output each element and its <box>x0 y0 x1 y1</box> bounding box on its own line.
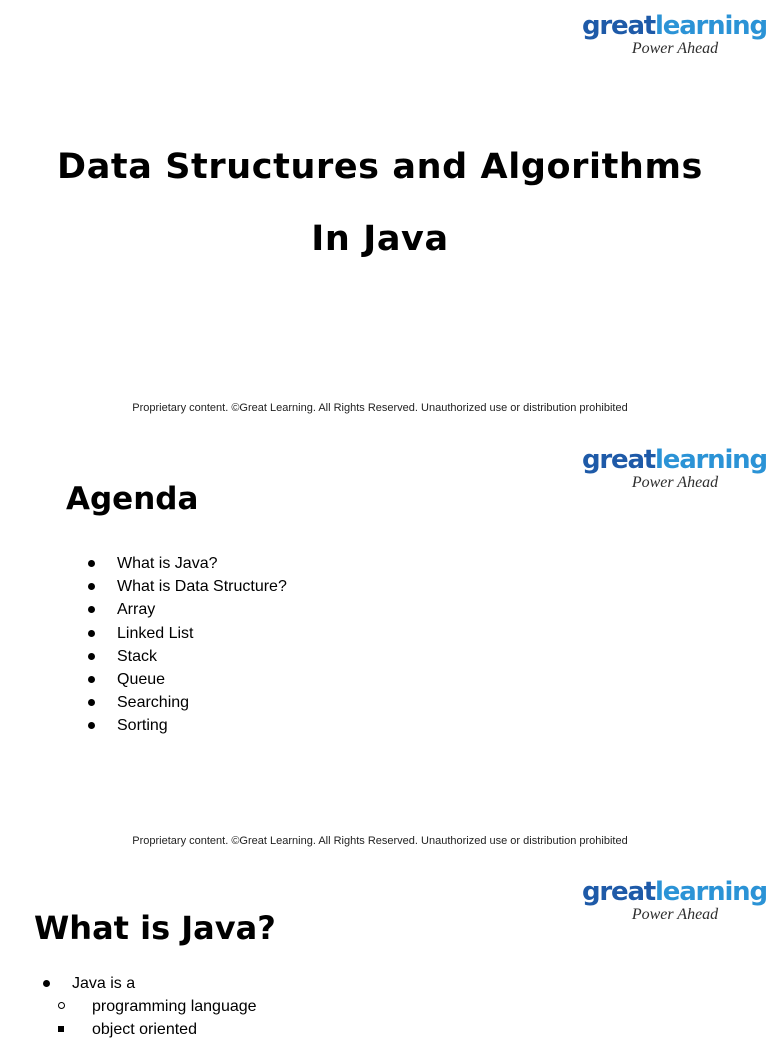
footer-text: Proprietary content. ©Great Learning. All Rights Reserved. Unauthorized use or distribution prohibited <box>132 835 628 847</box>
what-is-java-slide <box>0 867 768 1038</box>
agenda-item-label: Searching <box>117 694 190 712</box>
logo-word-great: great <box>582 445 656 475</box>
logo-word-great: great <box>582 11 656 41</box>
bullet-icon <box>88 676 95 683</box>
sub-item-label: object oriented <box>92 1021 197 1038</box>
title-line-1: Data Structures and Algorithms <box>57 147 703 187</box>
agenda-item-label: What is Java? <box>117 555 218 572</box>
agenda-list <box>88 552 287 738</box>
agenda-heading: Agenda <box>66 481 199 517</box>
list-item <box>88 668 287 691</box>
list-item <box>88 552 287 575</box>
list-item <box>88 598 287 621</box>
logo-word-learning: learning <box>655 877 767 907</box>
bullet-icon <box>88 560 95 567</box>
footer-text: Proprietary content. ©Great Learning. All Rights Reserved. Unauthorized use or distribution prohibited <box>132 402 628 414</box>
java-heading: What is Java? <box>34 909 276 947</box>
square-bullet-icon <box>58 1026 64 1032</box>
bullet-icon <box>88 583 95 590</box>
bullet-icon <box>88 653 95 660</box>
java-list <box>43 972 257 1041</box>
logo-tagline: Power Ahead <box>631 906 719 923</box>
list-item <box>88 645 287 668</box>
list-item <box>43 972 257 1041</box>
agenda-item-label: Sorting <box>117 717 168 735</box>
sub-list-item <box>82 995 257 1018</box>
list-item <box>88 714 287 737</box>
agenda-item-label: Queue <box>117 670 166 688</box>
list-item <box>88 575 287 598</box>
logo-word-learning: learning <box>655 11 767 41</box>
sub-item-label: programming language <box>92 998 257 1015</box>
logo-word-learning: learning <box>655 445 767 475</box>
logo-word-great: great <box>582 877 656 907</box>
agenda-item-label: Array <box>117 601 156 619</box>
bullet-icon <box>88 699 95 706</box>
agenda-slide <box>0 434 768 867</box>
agenda-item-label: Stack <box>117 647 158 665</box>
title-slide <box>0 0 768 434</box>
java-sub-list <box>72 995 257 1041</box>
great-learning-logo <box>582 11 767 57</box>
list-item <box>88 622 287 645</box>
title-line-2: In Java <box>311 219 449 259</box>
hollow-bullet-icon <box>58 1002 65 1009</box>
bullet-icon <box>88 630 95 637</box>
bullet-icon <box>88 722 95 729</box>
great-learning-logo <box>582 877 767 923</box>
bullet-icon <box>43 980 50 987</box>
list-item <box>88 691 287 714</box>
bullet-icon <box>88 606 95 613</box>
java-item-label: Java is a <box>72 975 136 992</box>
agenda-item-label: What is Data Structure? <box>117 578 287 596</box>
sub-list-item <box>82 1018 257 1041</box>
logo-tagline: Power Ahead <box>631 474 719 491</box>
agenda-item-label: Linked List <box>117 624 194 642</box>
great-learning-logo <box>582 445 767 491</box>
logo-tagline: Power Ahead <box>631 40 719 57</box>
